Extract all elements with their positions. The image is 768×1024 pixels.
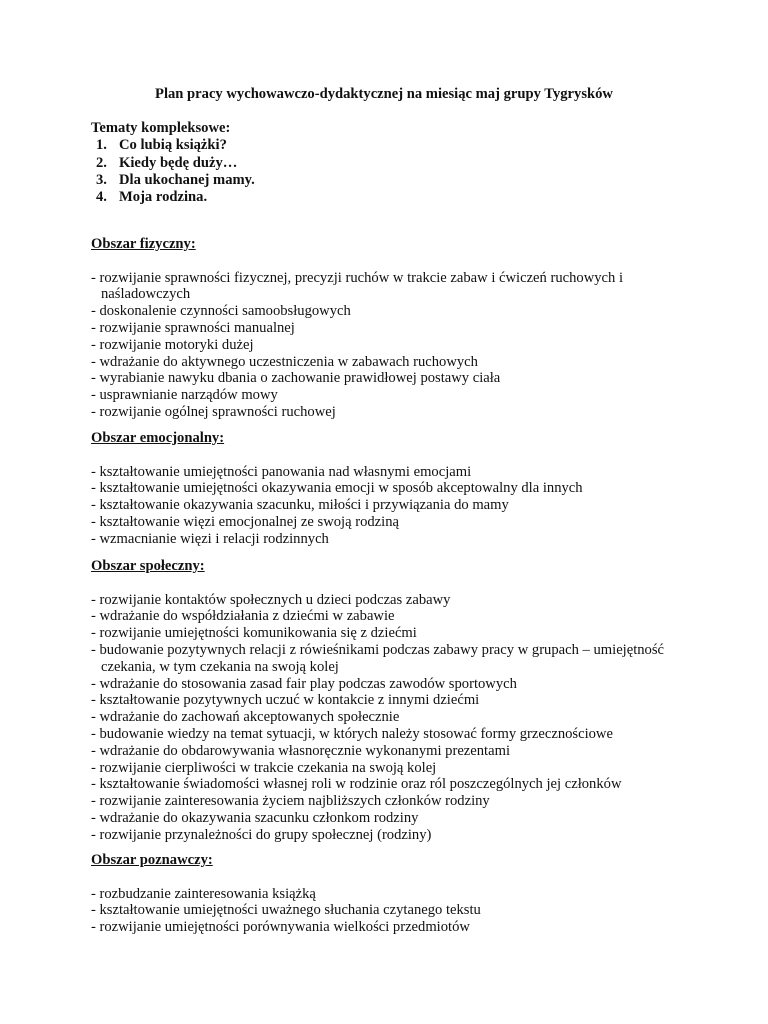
list-item: - wdrażanie do stosowania zasad fair play podczas zawodów sportowych: [91, 675, 517, 692]
list-item: - kształtowanie umiejętności okazywania emocji w sposób akceptowalny dla innych: [91, 480, 583, 497]
topic-text: Co lubią książki?: [119, 137, 227, 154]
section-emotional: [91, 430, 691, 548]
topic-text: Moja rodzina.: [119, 189, 208, 206]
list-item: - rozwijanie przynależności do grupy społecznej (rodziny): [91, 826, 432, 843]
list-item: - rozwijanie kontaktów społecznych u dzieci podczas zabawy: [91, 591, 451, 608]
list-item: - wdrażanie do aktywnego uczestniczenia w zabawach ruchowych: [91, 353, 478, 370]
section-item-list: [91, 592, 691, 844]
list-item: - budowanie wiedzy na temat sytuacji, w których należy stosować formy grzecznościowe: [91, 725, 613, 742]
topic-number: 2.: [96, 154, 107, 171]
topic-number: 3.: [96, 171, 107, 188]
list-item: - kształtowanie umiejętności panowania nad własnymi emocjami: [91, 463, 472, 480]
topics-list: [91, 137, 255, 206]
list-item: - budowanie pozytywnych relacji z rówieśnikami podczas zabawy pracy w grupach – umiejętność czekania, w tym czekania na swoją kolej: [91, 641, 665, 675]
topic-item: [91, 189, 255, 206]
list-item: - rozwijanie zainteresowania życiem najbliższych członków rodziny: [91, 793, 490, 810]
topic-number: 1.: [96, 137, 107, 154]
list-item: - wdrażanie do zachowań akceptowanych społecznie: [91, 709, 400, 726]
list-item: - wdrażanie do obdarowywania własnoręcznie wykonanymi prezentami: [91, 742, 511, 759]
list-item: - rozwijanie cierpliwości w trakcie czekania na swoją kolej: [91, 759, 437, 776]
section-heading: Obszar fizyczny:: [91, 236, 196, 252]
list-item: - kształtowanie okazywania szacunku, miłości i przywiązania do mamy: [91, 497, 509, 514]
topic-item: [91, 155, 255, 172]
topic-item: [91, 172, 255, 189]
topic-item: [91, 137, 255, 154]
list-item: - kształtowanie świadomości własnej roli w rodzinie oraz ról poszczególnych jej członków: [91, 776, 622, 793]
topic-text: Kiedy będę duży…: [119, 154, 238, 171]
topics-block: [91, 120, 255, 206]
section-heading: Obszar emocjonalny:: [91, 430, 225, 446]
list-item: - doskonalenie czynności samoobsługowych: [91, 303, 351, 320]
section-item-list: [91, 464, 691, 548]
document-title: Plan pracy wychowawczo-dydaktycznej na miesiąc maj grupy Tygrysków: [155, 86, 613, 102]
list-item: - usprawnianie narządów mowy: [91, 387, 278, 404]
list-item: - kształtowanie pozytywnych uczuć w kontakcie z innymi dziećmi: [91, 692, 480, 709]
list-item: - kształtowanie więzi emocjonalnej ze swoją rodziną: [91, 513, 399, 530]
section-heading: Obszar poznawczy:: [91, 852, 213, 868]
list-item: - kształtowanie umiejętności uważnego słuchania czytanego tekstu: [91, 902, 481, 919]
list-item: - rozwijanie umiejętności porównywania wielkości przedmiotów: [91, 919, 470, 936]
list-item: - wdrażanie do współdziałania z dziećmi w zabawie: [91, 608, 395, 625]
list-item: - rozwijanie ogólnej sprawności ruchowej: [91, 403, 336, 420]
section-physical: [91, 236, 691, 421]
topic-text: Dla ukochanej mamy.: [119, 171, 255, 188]
list-item: - rozwijanie umiejętności komunikowania się z dziećmi: [91, 625, 417, 642]
list-item: - wdrażanie do okazywania szacunku członkom rodziny: [91, 809, 419, 826]
list-item: - wzmacnianie więzi i relacji rodzinnych: [91, 530, 329, 547]
section-item-list: [91, 886, 691, 936]
section-cognitive: [91, 852, 691, 936]
topic-number: 4.: [96, 189, 107, 206]
section-social: [91, 558, 691, 844]
list-item: - rozwijanie motoryki dużej: [91, 336, 254, 353]
section-item-list: [91, 270, 691, 421]
list-item: - wyrabianie nawyku dbania o zachowanie prawidłowej postawy ciała: [91, 370, 501, 387]
list-item: - rozbudzanie zainteresowania książką: [91, 885, 316, 902]
list-item: - rozwijanie sprawności fizycznej, precyzji ruchów w trakcie zabaw i ćwiczeń ruchowych i naśladowczych: [91, 269, 624, 303]
list-item: - rozwijanie sprawności manualnej: [91, 319, 295, 336]
section-heading: Obszar społeczny:: [91, 558, 205, 574]
topics-heading: Tematy kompleksowe:: [91, 120, 231, 136]
